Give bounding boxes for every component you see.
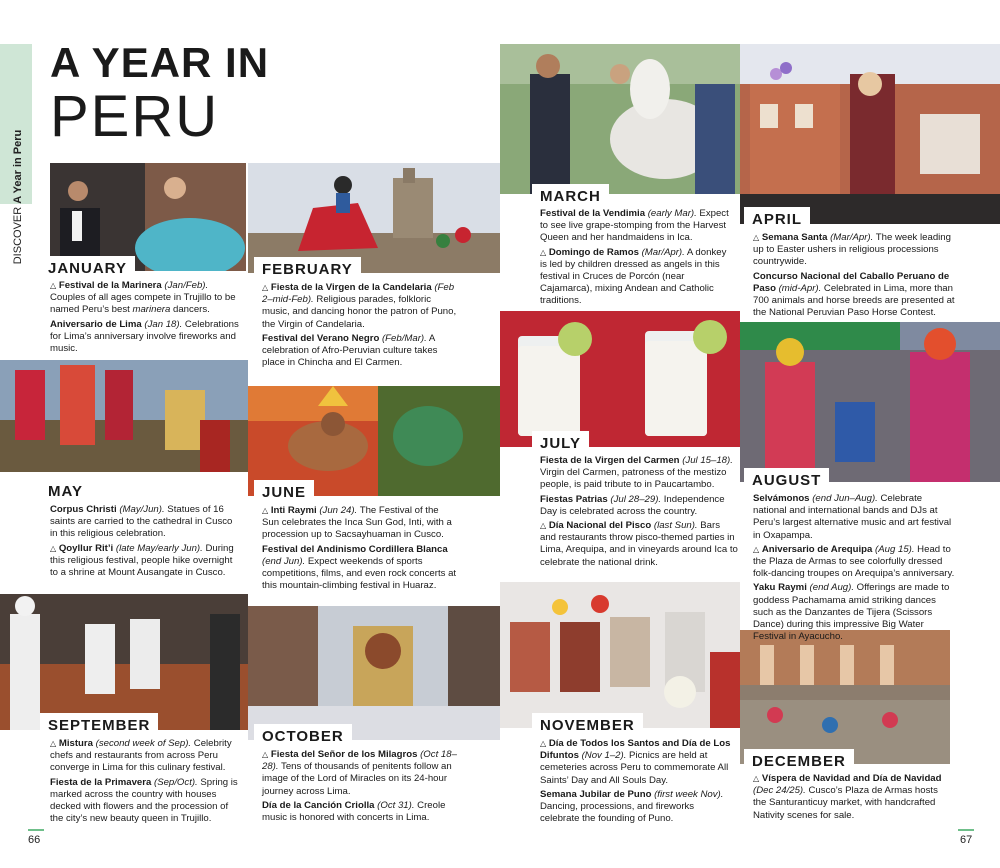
- april-heading: APRIL: [744, 207, 810, 230]
- triangle-icon: △: [50, 739, 57, 748]
- january-photo-art: [50, 163, 246, 271]
- section-label: DISCOVER A Year in Peru: [12, 129, 24, 265]
- page-number-left: 66: [28, 834, 41, 846]
- september-photo: [0, 594, 248, 730]
- july-text: Fiesta de la Virgen del Carmen (Jul 15–18). Virgin del Carmen, patroness of the mestizo people, is paid tribute to in Paucartambo. Fiestas Patrias (Jul 28–29). Independence Day is celebrated across the country. △ Día Nacional del Pisco (last Sun). Bars and restaurants throw pisco-themed parties in Lima, Arequipa, and in vineyards around Ica to celebrate the national drink.: [540, 455, 738, 568]
- january-heading: JANUARY: [40, 256, 135, 279]
- triangle-icon: △: [753, 774, 760, 783]
- march-photo-art: [500, 44, 740, 194]
- october-photo-art: [248, 606, 500, 740]
- triangle-icon: △: [262, 506, 269, 515]
- triangle-icon: △: [753, 233, 760, 242]
- triangle-icon: △: [262, 283, 269, 292]
- april-photo: [740, 44, 1000, 224]
- october-photo: [248, 606, 500, 740]
- may-photo: [0, 360, 248, 472]
- august-photo-art: [740, 322, 1000, 482]
- page-title-line1: A YEAR IN: [50, 39, 270, 86]
- may-heading: MAY: [40, 479, 91, 502]
- august-photo: [740, 322, 1000, 482]
- january-text: △ Festival de la Marinera (Jan/Feb). Couples of all ages compete in Trujillo to be named Peru’s best marinera dancers. Aniversario de Lima (Jan 18). Celebrations for Lima’s anniversary involve fireworks and music.: [50, 280, 239, 355]
- november-text: △ Día de Todos los Santos and Día de Los Difuntos (Nov 1–2). Picnics are held at cemeteries across Peru to commemorate All Saints’ Day and All Souls Day. Semana Jubilar de Puno (first week Nov). Dancing, processions, and fireworks celebrate the founding of Puno.: [540, 738, 731, 825]
- triangle-icon: △: [262, 750, 269, 759]
- december-heading: DECEMBER: [744, 749, 854, 772]
- december-photo-art: [740, 630, 950, 764]
- december-text: △ Víspera de Navidad and Día de Navidad (Dec 24/25). Cusco’s Plaza de Armas hosts the Santuranticuy market, with handcrafted Nativity scenes for sale.: [753, 773, 942, 821]
- page-number-rule-left: [28, 829, 44, 831]
- august-heading: AUGUST: [744, 468, 829, 491]
- july-heading: JULY: [532, 431, 589, 454]
- triangle-icon: △: [50, 281, 57, 290]
- may-photo-art: [0, 360, 248, 472]
- july-photo: [500, 311, 740, 447]
- november-photo-art: [500, 582, 740, 728]
- july-photo-art: [500, 311, 740, 447]
- triangle-icon: △: [50, 543, 57, 553]
- september-photo-art: [0, 594, 248, 730]
- page-title-line2: PERU: [50, 84, 220, 149]
- page-number-right: 67: [960, 834, 973, 846]
- october-heading: OCTOBER: [254, 724, 352, 747]
- triangle-icon: △: [540, 247, 547, 257]
- may-text: Corpus Christi (May/Jun). Statues of 16 saints are carried to the cathedral in Cusco in this religious celebration. △ Qoyllur Rit’i (late May/early Jun). During this religious festival, people hike overnight to a shrine at Mount Ausangate in Cusco.: [50, 504, 234, 579]
- march-text: Festival de la Vendimia (early Mar). Expect to see live grape-stomping from the Harvest Queen and her handmaidens in Ica. △ Domingo de Ramos (Mar/Apr). A donkey is led by children dressed as angels in this festival in Cruces de Porcón (near Cajamarca), mixing Andean and Catholic traditions.: [540, 208, 729, 307]
- april-text: △ Semana Santa (Mar/Apr). The week leading up to Easter ushers in religious processions countrywide. Concurso Nacional del Caballo Peruano de Paso (mid-Apr). Celebrated in Lima, more than 700 animals and horse breeds are presented at the National Peruvian Paso Horse Contest.: [753, 232, 955, 319]
- november-photo: [500, 582, 740, 728]
- triangle-icon: △: [540, 521, 547, 531]
- february-heading: FEBRUARY: [254, 257, 361, 280]
- june-heading: JUNE: [254, 480, 314, 503]
- november-heading: NOVEMBER: [532, 713, 643, 736]
- june-text: △ Inti Raymi (Jun 24). The Festival of the Sun celebrates the Inca Sun God, Inti, with a procession up to Sacsayhuaman in Cusco. Festival del Andinismo Cordillera Blanca (end Jun). Expect weekends of sports competitions, films, and even rock concerts at this mountain-climbing festival in Huaraz.: [262, 505, 457, 592]
- february-text: △ Fiesta de la Virgen de la Candelaria (Feb 2–mid-Feb). Religious parades, folkloric music, and dancing honor the patron of Puno, the Virgin of Candelaria. Festival del Verano Negro (Feb/Mar). A celebration of Afro-Peruvian culture takes place in Chincha and El Carmen.: [262, 282, 457, 369]
- page-number-rule-right: [958, 829, 974, 831]
- december-photo: [740, 630, 950, 764]
- august-text: Selvámonos (end Jun–Aug). Celebrate national and international bands and DJs at Peru’s largest alternative music and art festival in Oxapampa. △ Aniversario de Arequipa (Aug 15). Head to the Plaza de Armas to see colorfully dressed folk-dancing troupes on Arequipa’s anniversary. Yaku Raymi (end Aug). Offerings are made to goddess Pachamama amid striking dances such as the Danzantes de Tijera (Scissors Dance) during this impressive Big Water Festival in Ayacucho.: [753, 493, 955, 643]
- march-photo: [500, 44, 740, 194]
- september-heading: SEPTEMBER: [40, 713, 158, 736]
- april-photo-art: [740, 44, 1000, 224]
- march-heading: MARCH: [532, 184, 609, 207]
- october-text: △ Fiesta del Señor de los Milagros (Oct 18–28). Tens of thousands of penitents follow an image of the Lord of Miracles on its 24-hour journey across Lima. Día de la Canción Criolla (Oct 31). Creole music is honored with concerts in Lima.: [262, 749, 457, 824]
- triangle-icon: △: [753, 544, 760, 554]
- triangle-icon: △: [540, 739, 547, 748]
- september-text: △ Mistura (second week of Sep). Celebrity chefs and restaurants from across Peru converge in Lima for this culinary festival. Fiesta de la Primavera (Sep/Oct). Spring is marked across the country with houses decked with flowers and the procession of the city’s new beauty queen in Trujillo.: [50, 738, 238, 825]
- january-photo: [50, 163, 246, 271]
